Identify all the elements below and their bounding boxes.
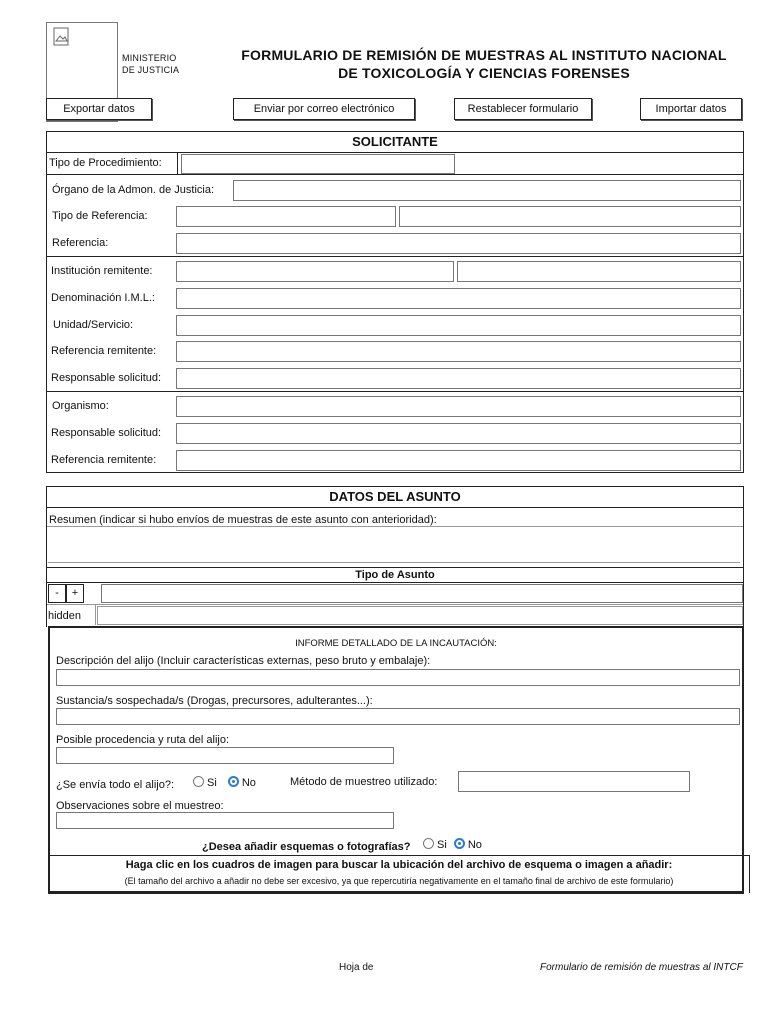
responsable2-field[interactable] <box>176 423 741 444</box>
metodo-label: Método de muestreo utilizado: <box>290 776 438 788</box>
ministry-name: MINISTERIO DE JUSTICIA <box>122 53 180 75</box>
divider <box>47 604 743 605</box>
referencia-remitente-field[interactable] <box>176 341 741 362</box>
responsable-label: Responsable solicitud: <box>51 372 162 384</box>
tipo-asunto-field[interactable] <box>101 584 743 603</box>
hidden-field[interactable] <box>97 606 743 625</box>
esquemas-label: ¿Desea añadir esquemas o fotografías? <box>202 841 411 853</box>
descripcion-label: Descripción del alijo (Incluir características externas, peso bruto y embalaje): <box>56 655 431 667</box>
institucion-label: Institución remitente: <box>51 265 153 277</box>
divider <box>47 174 743 175</box>
informe-section <box>48 626 744 894</box>
descripcion-field[interactable] <box>56 669 740 686</box>
organismo-label: Organismo: <box>52 400 109 412</box>
form-name-footer: Formulario de remisión de muestras al INTCF <box>540 962 743 973</box>
asunto-header: DATOS DEL ASUNTO <box>47 487 743 508</box>
export-data-button[interactable]: Exportar datos <box>46 98 152 120</box>
haga-clic-text: Haga clic en los cuadros de imagen para buscar la ubicación del archivo de esquema o imagen a añadir: <box>125 859 673 871</box>
denominacion-label: Denominación I.M.L.: <box>51 292 155 304</box>
page-number: Hoja de <box>339 962 374 973</box>
referencia-field[interactable] <box>176 233 741 254</box>
responsable2-label: Responsable solicitud: <box>51 427 162 439</box>
tipo-referencia-label: Tipo de Referencia: <box>52 210 148 222</box>
metodo-field[interactable] <box>458 771 690 792</box>
resumen-field[interactable] <box>48 528 740 563</box>
responsable-field[interactable] <box>176 368 741 389</box>
solicitante-section <box>46 131 744 473</box>
divider <box>47 582 743 583</box>
page-title: FORMULARIO DE REMISIÓN DE MUESTRAS AL INSTITUTO NACIONAL DE TOXICOLOGÍA Y CIENCIAS FORENSES <box>241 47 727 81</box>
hidden-label: hidden <box>48 610 82 622</box>
organo-label: Órgano de la Admon. de Justicia: <box>52 184 215 196</box>
send-email-button[interactable]: Enviar por correo electrónico <box>233 98 415 120</box>
resumen-label: Resumen (indicar si hubo envíos de muestras de este asunto con anterioridad): <box>49 514 437 526</box>
envia-todo-si-radio[interactable] <box>193 776 204 787</box>
add-row-button[interactable]: + <box>66 584 84 603</box>
tipo-referencia-field-1[interactable] <box>176 206 396 227</box>
esquemas-si-radio[interactable] <box>423 838 434 849</box>
tipo-procedimiento-field[interactable] <box>181 154 455 174</box>
size-note-text: (El tamaño del archivo a añadir no debe ser excesivo, ya que repercutiría negativamente en el tamaño final de archivo de este formulario) <box>124 876 674 886</box>
sustancia-label: Sustancia/s sospechada/s (Drogas, precursores, adulterantes...): <box>56 695 373 707</box>
divider <box>48 891 744 893</box>
procedencia-label: Posible procedencia y ruta del alijo: <box>56 734 230 746</box>
envia-todo-label: ¿Se envía todo el alijo?: <box>56 779 175 791</box>
unidad-label: Unidad/Servicio: <box>53 319 134 331</box>
divider <box>177 153 178 174</box>
image-icon <box>53 27 71 47</box>
observaciones-label: Observaciones sobre el muestreo: <box>56 800 224 812</box>
observaciones-field[interactable] <box>56 812 394 829</box>
denominacion-field[interactable] <box>176 288 741 309</box>
import-data-button[interactable]: Importar datos <box>640 98 742 120</box>
divider <box>95 605 96 625</box>
procedencia-field[interactable] <box>56 747 394 764</box>
unidad-field[interactable] <box>176 315 741 336</box>
tipo-asunto-header: Tipo de Asunto <box>355 569 435 581</box>
envia-todo-options: Si No <box>190 776 256 789</box>
referencia-label: Referencia: <box>52 237 109 249</box>
referencia-remitente-label: Referencia remitente: <box>51 345 157 357</box>
reset-form-button[interactable]: Restablecer formulario <box>454 98 592 120</box>
institucion-field-1[interactable] <box>176 261 454 282</box>
esquemas-no-radio[interactable] <box>454 838 465 849</box>
tipo-referencia-field-2[interactable] <box>399 206 741 227</box>
asunto-section <box>46 486 744 627</box>
image-upload-area[interactable] <box>48 855 750 893</box>
referencia-remitente2-label: Referencia remitente: <box>51 454 157 466</box>
referencia-remitente2-field[interactable] <box>176 450 741 471</box>
informe-title: INFORME DETALLADO DE LA INCAUTACIÓN: <box>295 638 497 649</box>
organo-field[interactable] <box>233 180 741 201</box>
solicitante-header: SOLICITANTE <box>47 132 743 153</box>
sustancia-field[interactable] <box>56 708 740 725</box>
organismo-field[interactable] <box>176 396 741 417</box>
divider <box>47 526 743 527</box>
tipo-procedimiento-label: Tipo de Procedimiento: <box>49 157 162 169</box>
envia-todo-no-radio[interactable] <box>228 776 239 787</box>
divider <box>47 391 743 392</box>
remove-row-button[interactable]: - <box>48 584 66 603</box>
divider <box>47 256 743 257</box>
esquemas-options: Si No <box>420 838 482 851</box>
institucion-field-2[interactable] <box>457 261 741 282</box>
